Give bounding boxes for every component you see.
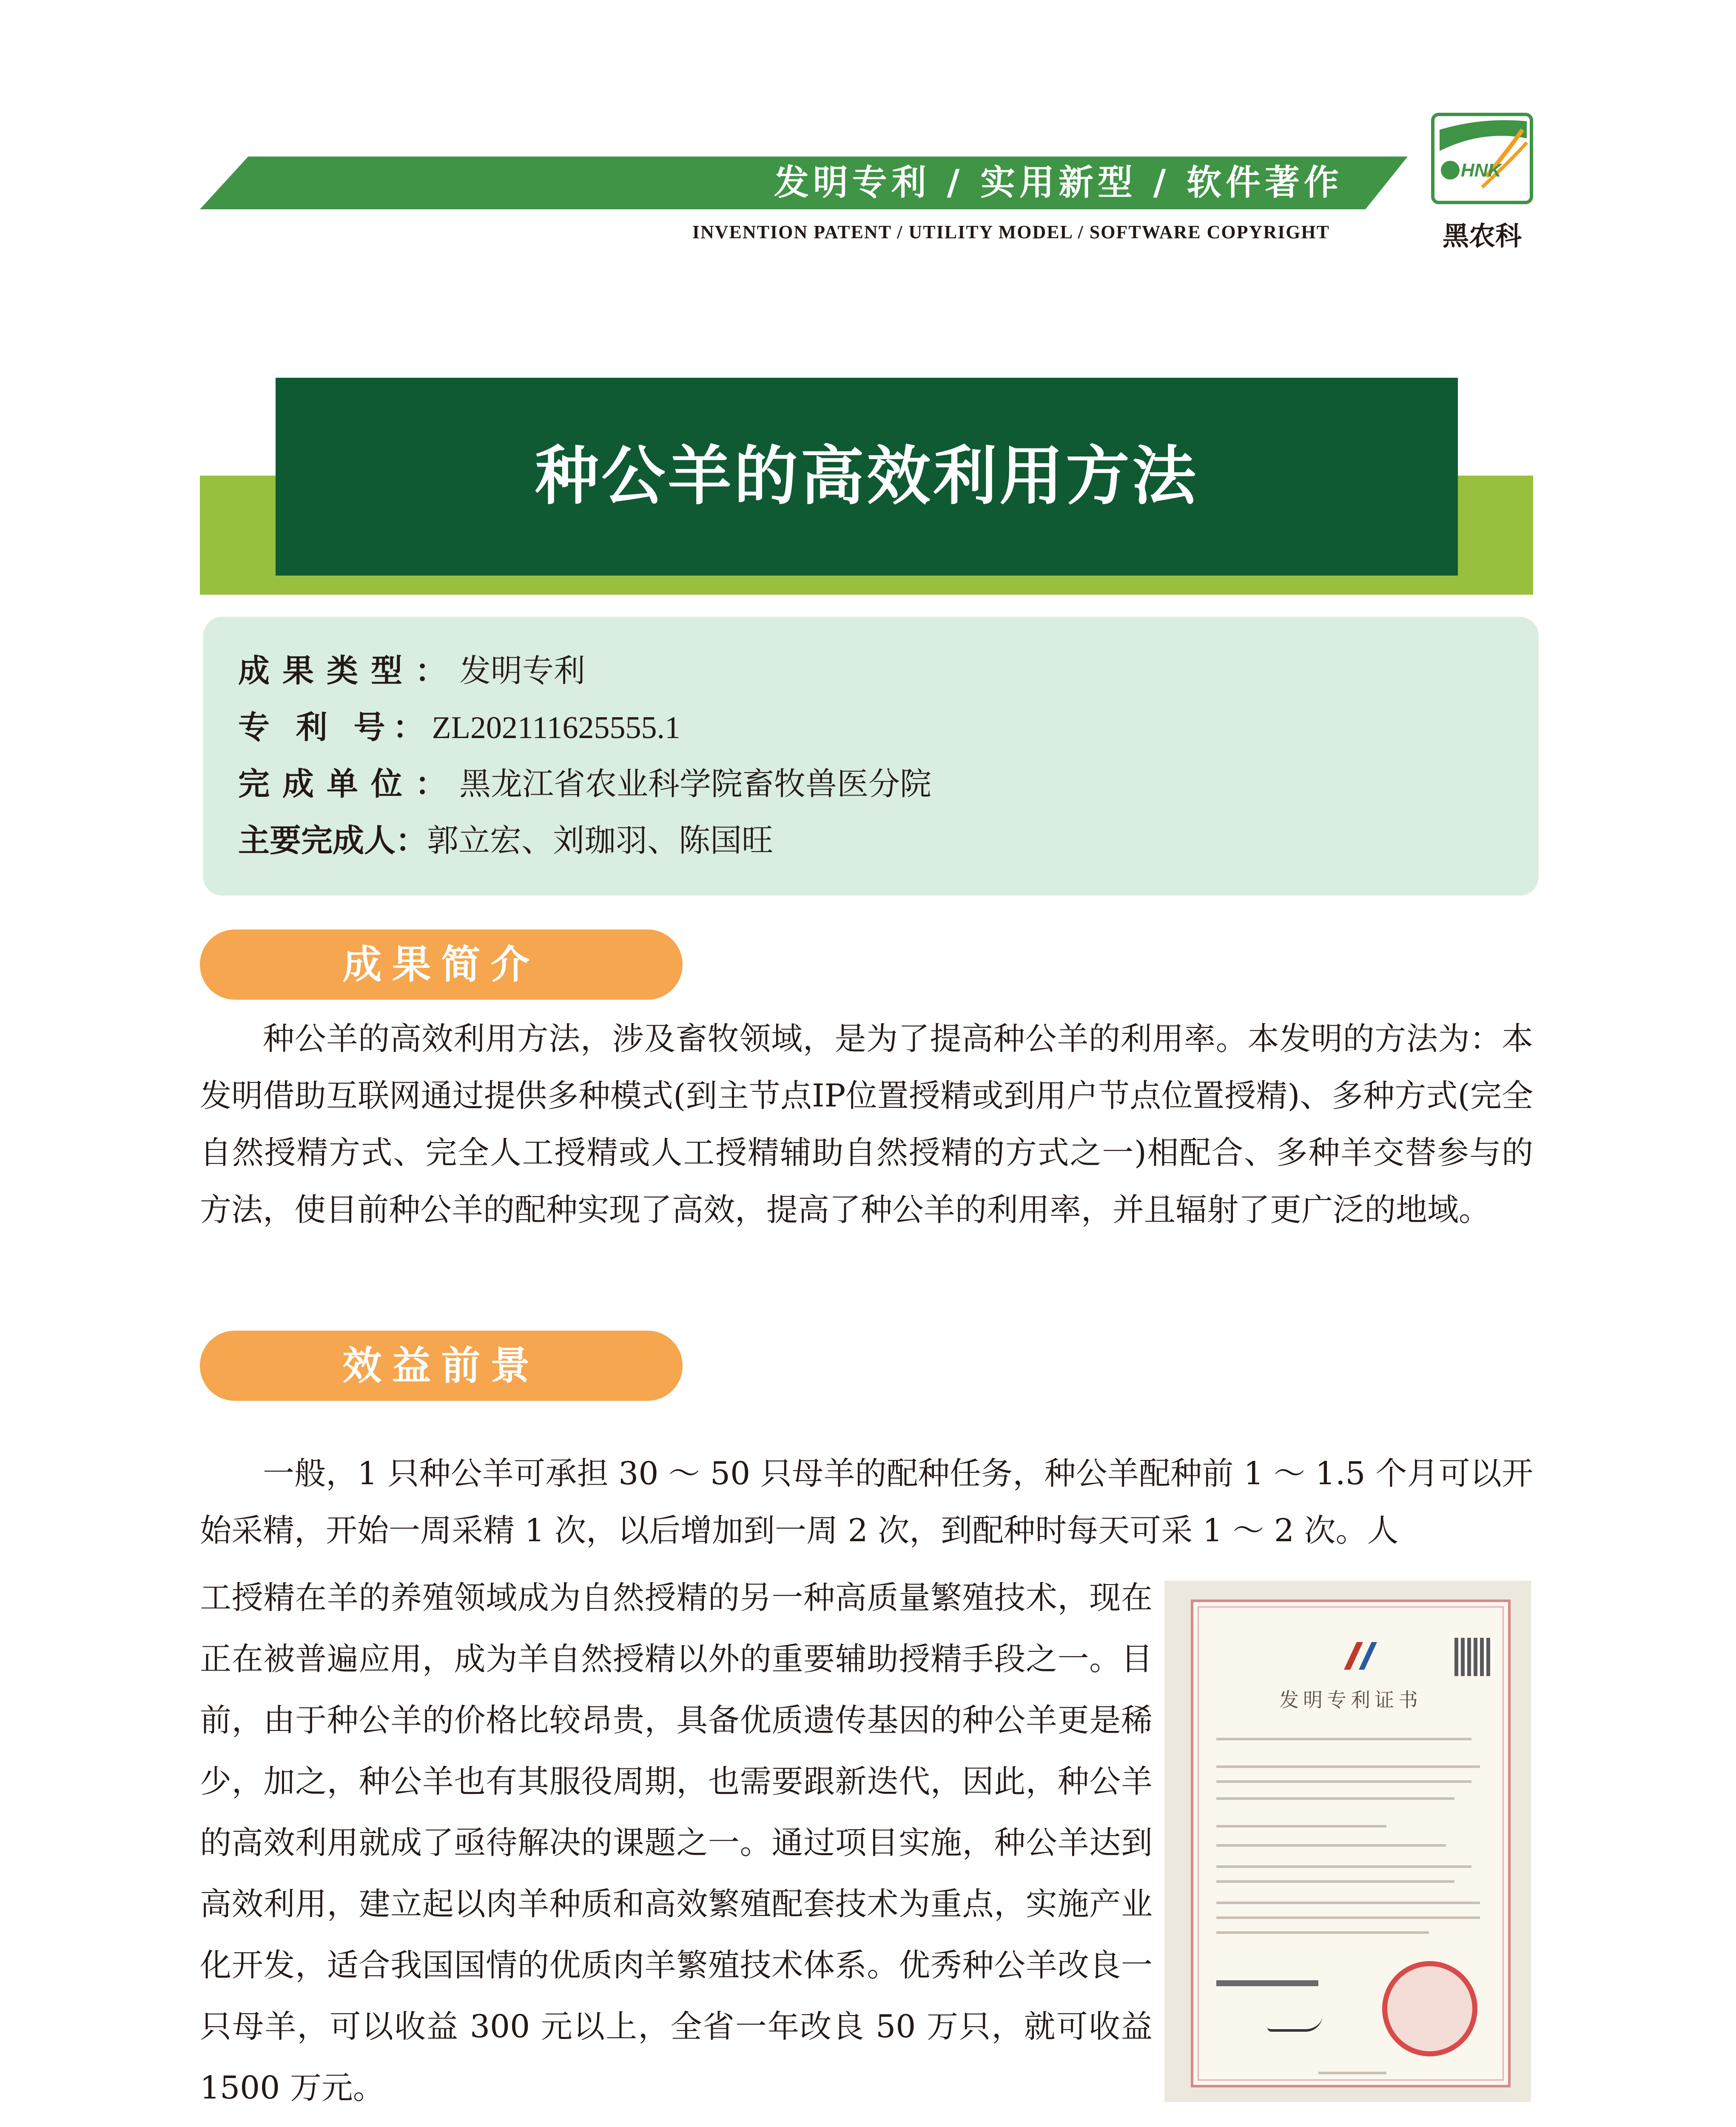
- benefit-text-a: 一般，1 只种公羊可承担 30 ～ 50 只母羊的配种任务，种公羊配种前 1 ～ 1.5 个月可以开始采精，开始一周采精 1 次，以后增加到一周 2 次，到配种时每天可采 1 ～ 2 次。人: [200, 1455, 1533, 1549]
- certificate-text-line: [1216, 1780, 1471, 1783]
- certificate-text-line: [1318, 2072, 1386, 2074]
- certificate-text-line: [1216, 1765, 1480, 1768]
- info-type-label: 成果类型：: [238, 653, 459, 689]
- info-row-patent: [238, 701, 680, 754]
- certificate-title: 发明专利证书: [1279, 1688, 1422, 1711]
- info-row-people: [238, 814, 773, 867]
- official-seal-icon: [1382, 1961, 1477, 2056]
- certificate-text-line: [1216, 1844, 1446, 1847]
- certificate-text-line: [1216, 1931, 1429, 1934]
- header-category-en: INVENTION PATENT / UTILITY MODEL / SOFTWARE COPYRIGHT: [692, 222, 1330, 242]
- certificate-text-line: [1216, 1865, 1471, 1868]
- certificate-text-line: [1216, 1797, 1454, 1800]
- certificate-text-line: [1216, 1880, 1454, 1883]
- section-heading-intro: 成果简介: [200, 929, 683, 1000]
- info-row-type: [238, 644, 585, 698]
- page-title: 种公羊的高效利用方法: [535, 439, 1198, 513]
- certificate-text-line: [1216, 1825, 1386, 1828]
- logo-mark: HNK: [1461, 160, 1502, 181]
- header-category-cn: 发明专利 / 实用新型 / 软件著作: [774, 163, 1343, 203]
- intro-paragraph: [200, 1010, 1533, 1238]
- certificate-text-line: [1216, 1738, 1471, 1740]
- logo-text: 黑农科: [1442, 220, 1522, 251]
- benefit-paragraph-wrap: [200, 1536, 1153, 2127]
- info-type-value: 发明专利: [459, 653, 585, 689]
- info-row-unit: [238, 758, 931, 811]
- certificate-text-line: [1216, 1916, 1480, 1919]
- certificate-text-line: [1216, 1902, 1480, 1904]
- info-unit-label: 完成单位：: [238, 766, 459, 802]
- certificate-barcode: [1216, 1980, 1318, 1986]
- hnk-logo-icon: [1431, 113, 1533, 204]
- info-patent-label: 专 利 号：: [238, 709, 432, 746]
- info-people-value: 郭立宏、刘珈羽、陈国旺: [427, 822, 773, 859]
- patent-office-emblem-icon: [1340, 1638, 1380, 1674]
- intro-text: 种公羊的高效利用方法，涉及畜牧领域，是为了提高种公羊的利用率。本发明的方法为：本发明借助互联网通过提供多种模式(到主节点IP位置授精或到用户节点位置授精)、多种方式(完全自然授精方式、完全人工授精或人工授精辅助自然授精的方式之一)相配合、多种羊交替参与的方法，使目前种公羊的配种实现了高效，提高了种公羊的利用率，并且辐射了更广泛的地域。: [200, 1021, 1533, 1228]
- info-patent-value: ZL202111625555.1: [432, 710, 680, 745]
- info-people-label: 主要完成人：: [238, 822, 427, 859]
- section-heading-benefit: 效益前景: [200, 1331, 683, 1401]
- qr-code-icon: [1454, 1638, 1493, 1676]
- info-unit-value: 黑龙江省农业科学院畜牧兽医分院: [459, 766, 931, 802]
- benefit-text-b: 工授精在羊的养殖领域成为自然授精的另一种高质量繁殖技术，现在正在被普遍应用，成为羊自然授精以外的重要辅助授精手段之一。目前，由于种公羊的价格比较昂贵，具备优质遗传基因的种公羊更是稀少，加之，种公羊也有其服役周期，也需要跟新迭代，因此，种公羊的高效利用就成了亟待解决的课题之一。通过项目实施，种公羊达到高效利用，建立起以肉羊种质和高效繁殖配套技术为重点，实施产业化开发，适合我国国情的优质肉羊繁殖技术体系。优秀种公羊改良一只母羊，可以收益 300 元以上，全省一年改良 50 万只，就可收益 1500 万元。: [200, 1580, 1153, 2106]
- signature-mark: [1267, 2012, 1323, 2032]
